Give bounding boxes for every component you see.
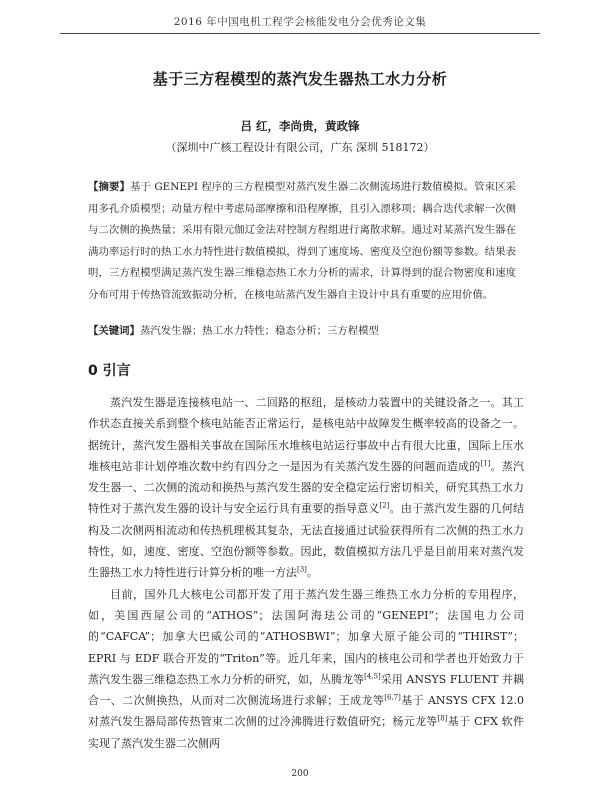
text-run: 基于 ANSYS CFX 12.0 对蒸汽发生器局部传热管束二次侧的过冷沸腾进行数值研究；杨元龙等: [88, 694, 525, 729]
keywords-text: 蒸汽发生器；热工水力特性；稳态分析；三方程模型: [139, 325, 379, 337]
text-run: 目前，国外几大核电公司都开发了用于蒸汽发生器三维热工水力分析的专用程序，如，美国西屋公司的“ATHOS”；法国阿海珐公司的“GENEPI”；法国电力公司的“CAFCA”；加拿大巴威公司的“ATHOSBWI”；加拿大原子能公司的“THIRST”；EPRI 与 EDF 联合开发的“Triton”等。近几年来，国内的核电公司和学者也开始致力于蒸汽发生器三维稳态热工水力分析的研究，如，丛腾龙等: [88, 587, 524, 686]
text-run: 。由于蒸汽发生器的几何结构及二次侧两相流动和传热机理极其复杂，无法直接通过试验获得所有二次侧的热工水力特性，如，速度、密度、空泡份额等参数。因此，数值模拟方法几乎是目前用来对蒸汽发生器热工水力特性进行计算分析的唯一方法: [88, 502, 525, 580]
abstract: [88, 177, 516, 307]
abstract-label: 【摘要】: [88, 181, 130, 193]
abstract-text: 基于 GENEPI 程序的三方程模型对蒸汽发生器二次侧流场进行数值模拟。管束区采用多孔介质模型；动量方程中考虑局部摩擦和沿程摩擦，且引入漂移项；耦合迭代求解一次侧与二次侧的换热量；采用有限元伽辽金法对控制方程组进行离散求解。通过对某蒸汽发生器在满功率运行时的热工水力特性进行数值模拟，得到了速度场、密度及空泡份额等参数。结果表明，三方程模型满足蒸汽发生器三维稳态热工水力分析的需求，计算得到的混合物密度和速度分布可用于传热管流致振动分析，在核电站蒸汽发生器自主设计中具有重要的应用价值。: [88, 181, 517, 301]
paper-title: 基于三方程模型的蒸汽发生器热工水力分析: [152, 70, 448, 88]
running-header: 2016 年中国电机工程学会核能发电分会优秀论文集: [173, 16, 427, 28]
body-text: [88, 392, 524, 754]
page-number: 200: [291, 769, 309, 779]
paragraph: [88, 584, 524, 754]
citation: [6,7]: [384, 693, 401, 702]
citation: [3]: [297, 565, 307, 574]
text-run: 采用 ANSYS FLUENT 并耦合一、二次侧换热，从而对二次侧流场进行求解；王成龙等: [88, 672, 524, 708]
citation: [8]: [437, 714, 448, 723]
authors: 吕 红，李尚贵，黄政锋: [240, 119, 360, 133]
header-rule: [60, 33, 540, 34]
citation: [2]: [379, 501, 390, 510]
keywords: [88, 322, 516, 337]
citation: [4,5]: [364, 672, 381, 681]
section-heading: 0 引言: [88, 363, 131, 379]
paragraph: [88, 392, 524, 584]
text-run: 。: [306, 566, 318, 580]
text-run: 基于 CFX 软件实现了蒸汽发生器二次侧两: [88, 715, 524, 750]
text-run: 。蒸汽发生器一、二次侧的流动和换热与蒸汽发生器的安全稳定运行密切相关，研究其热工水力特性对于蒸汽发生器的设计与安全运行具有重要的指导意义: [88, 459, 524, 516]
keywords-label: 【关键词】: [88, 325, 140, 337]
affiliation: （深圳中广核工程设计有限公司，广东 深圳 518172）: [165, 141, 435, 154]
text-run: 蒸汽发生器是连接核电站一、二回路的枢纽，是核动力装置中的关键设备之一。其工作状态直接关系到整个核电站能否正常运行，是核电站中故障发生概率较高的设备之一。据统计，蒸汽发生器相关事故在国际压水堆核电站运行事故中占有很大比重，国际上压水堆核电站非计划停堆次数中约有四分之一是因为有关蒸汽发生器的问题而造成的: [88, 396, 524, 473]
citation: [1]: [480, 459, 491, 468]
